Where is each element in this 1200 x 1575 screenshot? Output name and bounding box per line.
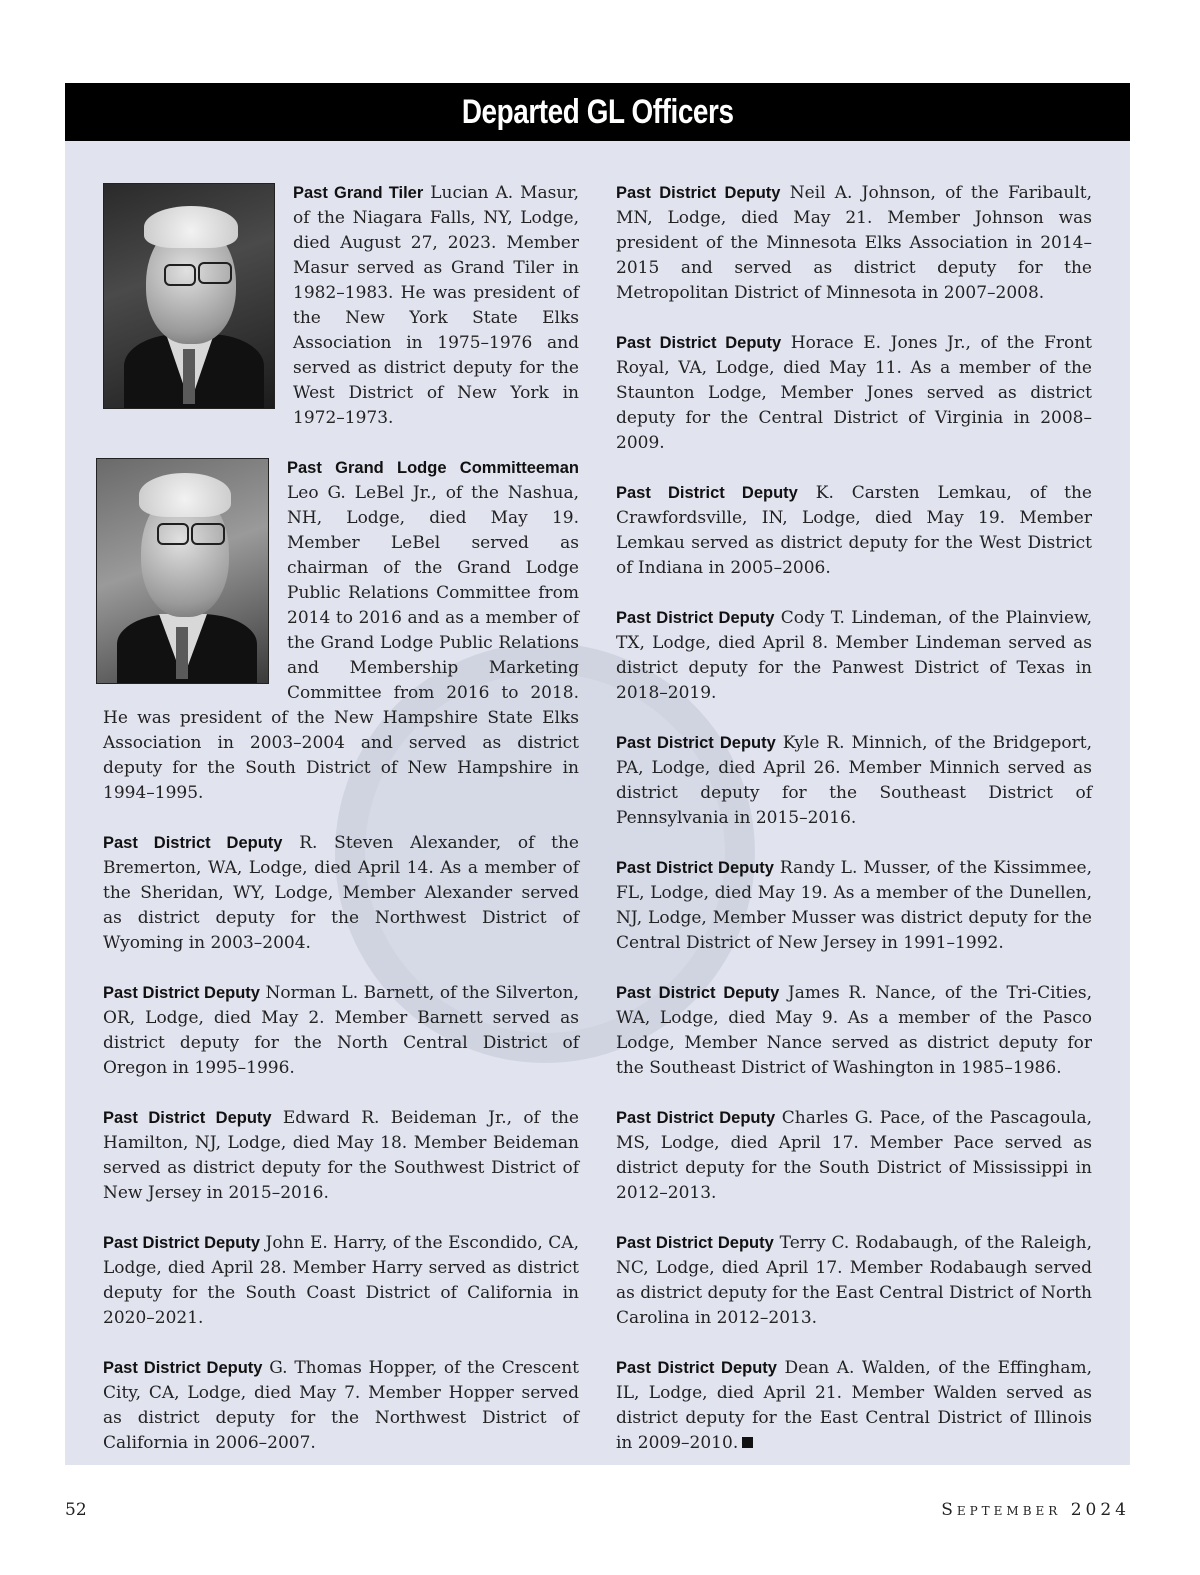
- entry-title: Past Grand Lodge Committeeman: [287, 459, 579, 477]
- entry-text: Leo G. LeBel Jr., of the Nashua, NH, Lodge, died May 19. Member LeBel served as chairman of the Grand Lodge Public Relations Committee from 2014 to 2016 and as a member of the Grand Lodge Public Relations and Membership Marketing Committee from 2016 to 2018. He was president of the New Hampshire State Elks Association in 2003–2004 and served as district deputy for the South District of New Hampshire in 1994–1995.: [103, 483, 579, 803]
- obituary-entry: [103, 831, 579, 956]
- obituary-entry: [616, 1231, 1092, 1331]
- obituary-entry: [103, 1106, 579, 1206]
- entry-text: K. Carsten Lemkau, of the Crawfordsville, IN, Lodge, died May 19. Member Lemkau served as district deputy for the West District of Indiana in 2005–2006.: [616, 483, 1092, 578]
- obituary-entry: [616, 1106, 1092, 1206]
- entry-title: Past District Deputy: [103, 1109, 272, 1127]
- entry-title: Past District Deputy: [616, 184, 781, 202]
- entry-title: Past District Deputy: [616, 1359, 777, 1377]
- entry-text: Charles G. Pace, of the Pascagoula, MS, Lodge, died April 17. Member Pace served as district deputy for the South District of Mississippi in 2012–2013.: [616, 1108, 1092, 1203]
- entry-text: Terry C. Rodabaugh, of the Raleigh, NC, Lodge, died April 17. Member Rodabaugh served as district deputy for the East Central District of North Carolina in 2012–2013.: [616, 1233, 1093, 1328]
- section-banner: [65, 83, 1130, 141]
- obituary-entry: [103, 981, 579, 1081]
- entry-text: Edward R. Beideman Jr., of the Hamilton, NJ, Lodge, died May 18. Member Beideman served as district deputy for the Southwest District of New Jersey in 2015–2016.: [103, 1108, 579, 1203]
- issue-date: September 2024: [941, 1500, 1130, 1520]
- obituary-entry: [616, 181, 1092, 306]
- entry-title: Past Grand Tiler: [293, 184, 424, 202]
- entry-title: Past District Deputy: [103, 1234, 260, 1252]
- entry-text: Norman L. Barnett, of the Silverton, OR, Lodge, died May 2. Member Barnett served as district deputy for the North Central District of Oregon in 1995–1996.: [103, 983, 580, 1078]
- obituary-entry: [616, 856, 1092, 956]
- obituary-entry: [616, 981, 1092, 1081]
- entry-text: Kyle R. Minnich, of the Bridgeport, PA, Lodge, died April 26. Member Minnich served as district deputy for the Southeast District of Pennsylvania in 2015–2016.: [616, 733, 1092, 828]
- content-panel: [65, 83, 1130, 1465]
- entry-title: Past District Deputy: [103, 834, 283, 852]
- obituary-entry: [103, 1356, 579, 1456]
- obituary-entry: [103, 1231, 579, 1331]
- end-of-article-mark: [742, 1437, 753, 1448]
- obituary-entry: [616, 1356, 1092, 1456]
- entry-title: Past District Deputy: [616, 734, 776, 752]
- page-number: 52: [65, 1500, 87, 1520]
- entry-title: Past District Deputy: [616, 1234, 774, 1252]
- entry-text: Randy L. Musser, of the Kissimmee, FL, Lodge, died May 19. As a member of the Dunellen, NJ, Lodge, Member Musser was district deputy for the Central District of New Jersey in 1991–1992.: [616, 858, 1092, 953]
- entry-title: Past District Deputy: [616, 1109, 776, 1127]
- entry-text: Horace E. Jones Jr., of the Front Royal, VA, Lodge, died May 11. As a member of the Staunton Lodge, Member Jones served as district deputy for the Central District of Virginia in 2008–2009.: [616, 333, 1092, 453]
- entry-text: Cody T. Lindeman, of the Plainview, TX, Lodge, died April 8. Member Lindeman served as district deputy for the Panwest District of Texas in 2018–2019.: [616, 608, 1092, 703]
- entry-title: Past District Deputy: [616, 334, 782, 352]
- entry-text: G. Thomas Hopper, of the Crescent City, CA, Lodge, died May 7. Member Hopper served as district deputy for the Northwest District of California in 2006–2007.: [103, 1358, 579, 1453]
- right-column: [616, 181, 1092, 1481]
- obituary-entry: [616, 606, 1092, 706]
- portrait-photo-masur: [103, 183, 275, 409]
- obituary-entry: [616, 731, 1092, 831]
- entry-text: Neil A. Johnson, of the Faribault, MN, Lodge, died May 21. Member Johnson was president of the Minnesota Elks Association in 2014–2015 and served as district deputy for the Metropolitan District of Minnesota in 2007–2008.: [616, 183, 1092, 303]
- entry-title: Past District Deputy: [616, 609, 775, 627]
- entry-title: Past District Deputy: [616, 484, 798, 502]
- entry-title: Past District Deputy: [616, 859, 774, 877]
- obituary-entry: [616, 331, 1092, 456]
- entry-text: James R. Nance, of the Tri-Cities, WA, Lodge, died May 9. As a member of the Pasco Lodge, Member Nance served as district deputy for the Southeast District of Washington in 1985–1986.: [616, 983, 1093, 1078]
- entry-title: Past District Deputy: [103, 984, 260, 1002]
- page-title: Departed GL Officers: [461, 92, 734, 131]
- entry-text: Lucian A. Masur, of the Niagara Falls, NY, Lodge, died August 27, 2023. Member Masur served as Grand Tiler in 1982–1983. He was president of the New York State Elks Association in 1975–1976 and served as district deputy for the West District of New York in 1972–1973.: [293, 183, 579, 428]
- entry-text: R. Steven Alexander, of the Bremerton, WA, Lodge, died April 14. As a member of the Sheridan, WY, Lodge, Member Alexander served as district deputy for the Northwest District of Wyoming in 2003–2004.: [103, 833, 579, 953]
- entry-title: Past District Deputy: [616, 984, 780, 1002]
- portrait-photo-lebel: [96, 458, 269, 684]
- entry-text: John E. Harry, of the Escondido, CA, Lodge, died April 28. Member Harry served as district deputy for the South Coast District of California in 2020–2021.: [103, 1233, 579, 1328]
- entry-title: Past District Deputy: [103, 1359, 263, 1377]
- entry-text: Dean A. Walden, of the Effingham, IL, Lodge, died April 21. Member Walden served as district deputy for the East Central District of Illinois in 2009–2010.: [616, 1358, 1092, 1453]
- left-column: [103, 181, 579, 1481]
- obituary-entry: [103, 456, 579, 806]
- obituary-entry: [103, 181, 579, 431]
- obituary-entry: [616, 481, 1092, 581]
